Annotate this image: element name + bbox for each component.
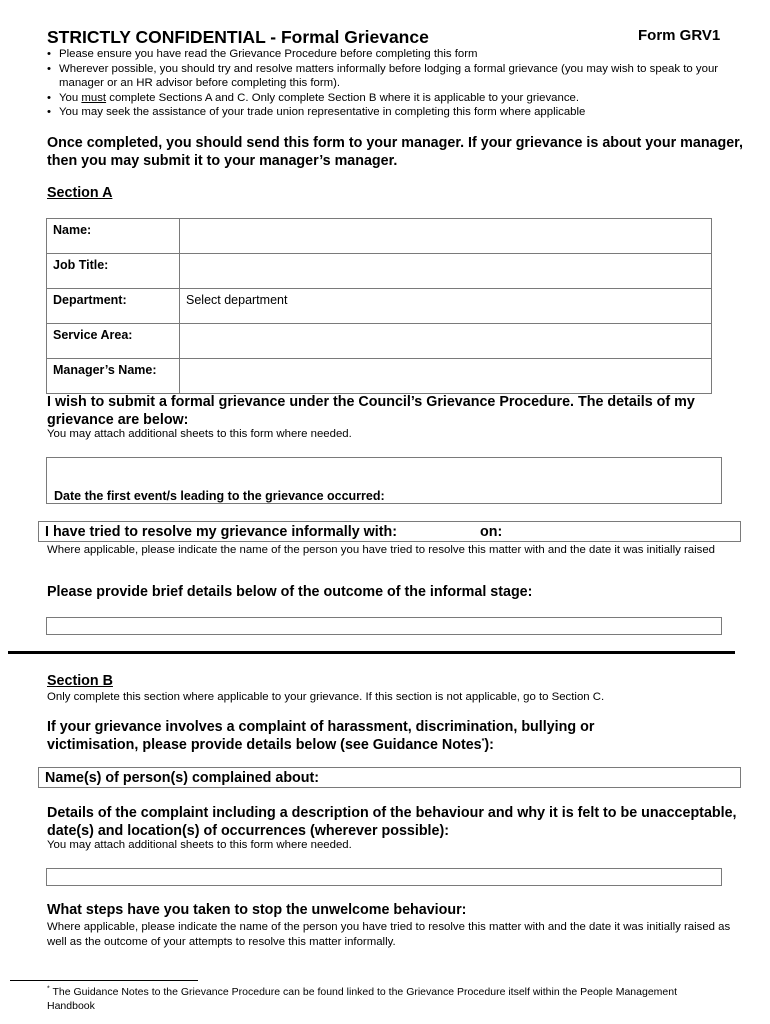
- table-row: [47, 359, 712, 394]
- date-first-event-label: Date the first event/s leading to the grievance occurred:: [54, 489, 385, 503]
- service-area-field[interactable]: [180, 324, 712, 359]
- steps-note: Where applicable, please indicate the name of the person you have tried to resolve this matter with and the date it was initially raised as well as the outcome of your attempts to resolve this matter informally.: [47, 921, 731, 948]
- section-a-heading: Section A: [47, 185, 113, 201]
- department-select[interactable]: Select department: [180, 289, 712, 324]
- attach-note: You may attach additional sheets to this form where needed.: [47, 839, 352, 851]
- table-row: [47, 254, 712, 289]
- name-label: Name:: [47, 219, 180, 254]
- intro-bullet-list: [47, 47, 737, 120]
- informal-resolution-box[interactable]: [38, 521, 741, 542]
- name-field[interactable]: [180, 219, 712, 254]
- complaint-details-field[interactable]: [46, 868, 722, 886]
- section-b-heading: Section B: [47, 673, 113, 689]
- informal-on-label: on:: [480, 524, 503, 540]
- service-area-label: Service Area:: [47, 324, 180, 359]
- complaint-details-label: Details of the complaint including a description of the behaviour and why it is felt to be unacceptable, date(s) and location(s) of occurrences (wherever possible):: [47, 805, 737, 839]
- footnote-divider: [10, 980, 198, 981]
- footnote: * The Guidance Notes to the Grievance Procedure can be found linked to the Grievance Procedure itself within the People Management Handbook: [47, 985, 678, 1012]
- bullet-item: • You may seek the assistance of your trade union representative in completing this form where applicable: [47, 105, 737, 120]
- emphasis-must: must: [81, 91, 107, 104]
- page-title: STRICTLY CONFIDENTIAL - Formal Grievance: [47, 27, 429, 47]
- job-title-field[interactable]: [180, 254, 712, 289]
- complained-about-label: Name(s) of person(s) complained about:: [45, 770, 320, 786]
- form-code: Form GRV1: [638, 27, 721, 44]
- complained-about-box[interactable]: [38, 767, 741, 788]
- attach-note: You may attach additional sheets to this form where needed.: [47, 428, 352, 440]
- department-label: Department:: [47, 289, 180, 324]
- section-divider: [8, 651, 735, 654]
- grievance-details-box[interactable]: [46, 457, 722, 504]
- grievance-statement: I wish to submit a formal grievance under the Council’s Grievance Procedure. The details of my grievance are below:: [47, 394, 695, 428]
- outcome-field[interactable]: [46, 617, 722, 635]
- informal-note: Where applicable, please indicate the name of the person you have tried to resolve this matter with and the date it was initially raised: [47, 544, 715, 556]
- steps-label: What steps have you taken to stop the unwelcome behaviour:: [47, 902, 467, 918]
- section-b-note: Only complete this section where applicable to your grievance. If this section is not applicable, go to Section C.: [47, 691, 605, 703]
- submission-instruction: Once completed, you should send this form to your manager. If your grievance is about your manager, then you may submit it to your manager’s manager.: [47, 135, 743, 169]
- bullet-item: • Wherever possible, you should try and resolve matters informally before lodging a formal grievance (you may wish to speak to your manager or an HR advisor before completing this form).: [47, 62, 737, 91]
- manager-name-label: Manager’s Name:: [47, 359, 180, 394]
- table-row: [47, 324, 712, 359]
- bullet-item: • You must complete Sections A and C. Only complete Section B where it is applicable to your grievance.: [47, 91, 737, 106]
- employee-details-table: [46, 218, 712, 394]
- table-row: [47, 219, 712, 254]
- table-row: [47, 289, 712, 324]
- manager-name-field[interactable]: [180, 359, 712, 394]
- footnote-reference: *: [481, 737, 485, 745]
- informal-with-label: I have tried to resolve my grievance informally with:: [45, 524, 397, 540]
- bullet-item: • Please ensure you have read the Grievance Procedure before completing this form: [47, 47, 737, 62]
- complaint-question: If your grievance involves a complaint of harassment, discrimination, bullying or victimisation, please provide details below (see Guidance Notes*):: [47, 719, 595, 753]
- job-title-label: Job Title:: [47, 254, 180, 289]
- outcome-label: Please provide brief details below of the outcome of the informal stage:: [47, 584, 533, 600]
